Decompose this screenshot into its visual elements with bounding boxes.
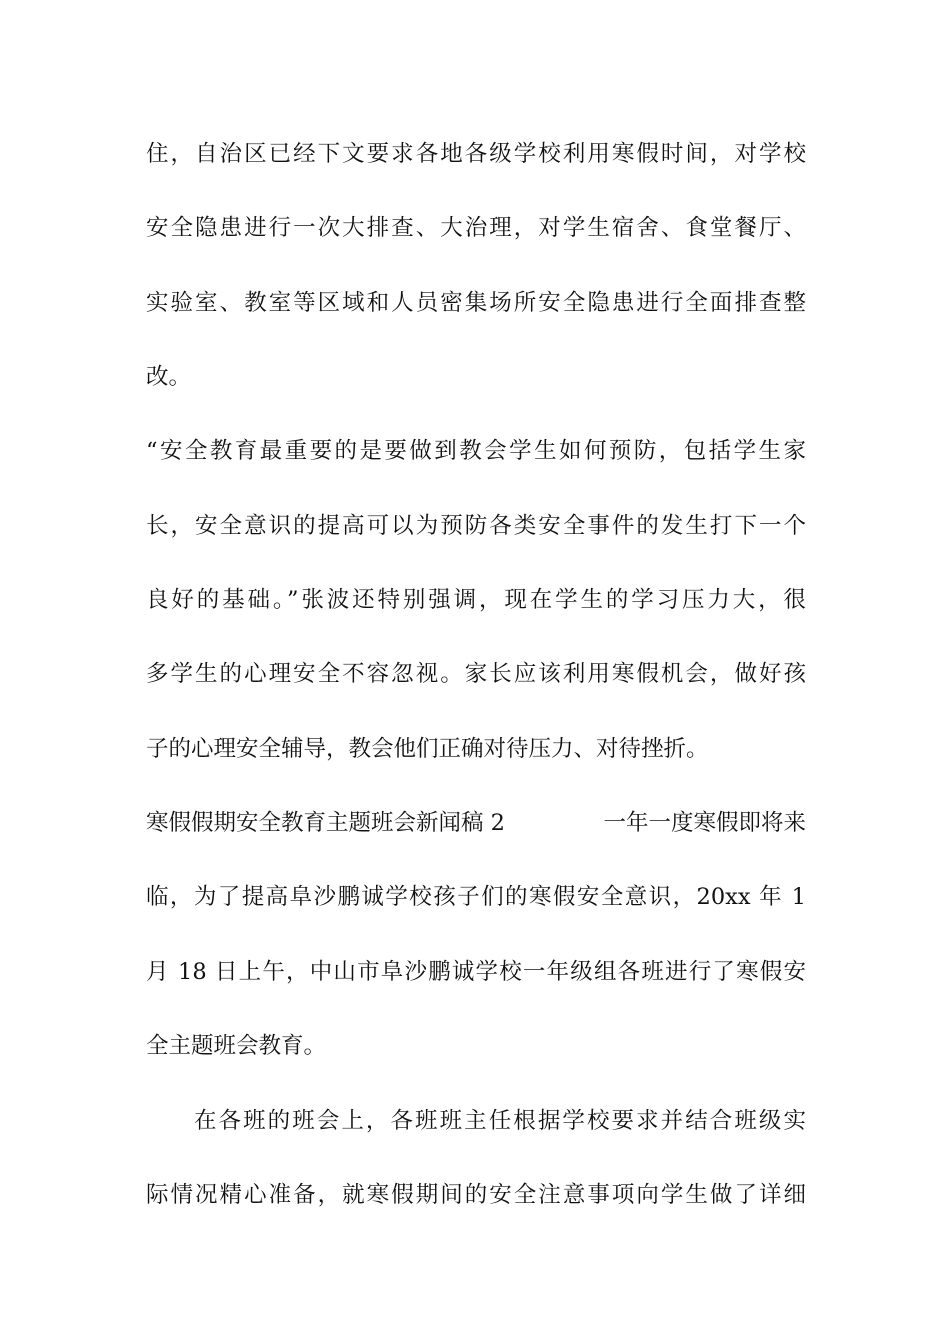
text-line: 全主题班会教育。 [146, 1033, 327, 1059]
text-line: 改。 [146, 364, 192, 390]
text-line: “安全教育最重要的是要做到教会学生如何预防，包括学生家 [146, 438, 806, 464]
section-heading-title: 寒假假期安全教育主题班会新闻稿 2 [146, 810, 505, 836]
section-heading-line [146, 808, 806, 838]
text-line: 月 18 日上午，中山市阜沙鹏诚学校一年级组各班进行了寒假安 [146, 959, 806, 985]
text-line: 实验室、教室等区域和人员密集场所安全隐患进行全面排查整 [146, 290, 806, 316]
text-line: 多学生的心理安全不容忽视。家长应该利用寒假机会，做好孩 [146, 661, 806, 687]
text-line: 住，自治区已经下文要求各地各级学校利用寒假时间，对学校 [146, 141, 806, 167]
text-line: 长，安全意识的提高可以为预防各类安全事件的发生打下一个 [146, 513, 806, 539]
text-line: 子的心理安全辅导，教会他们正确对待压力、对待挫折。 [146, 736, 709, 762]
text-line: 在各班的班会上，各班班主任根据学校要求并结合班级实 [194, 1108, 806, 1134]
text-line: 际情况精心准备，就寒假期间的安全注意事项向学生做了详细 [146, 1182, 806, 1208]
text-line: 临，为了提高阜沙鹏诚学校孩子们的寒假安全意识，20xx 年 1 [146, 884, 806, 910]
section-heading-continuation: 一年一度寒假即将来 [603, 810, 806, 836]
text-line: 安全隐患进行一次大排查、大治理，对学生宿舍、食堂餐厅、 [146, 215, 806, 241]
text-line: 良好的基础。”张波还特别强调，现在学生的学习压力大，很 [146, 587, 806, 613]
